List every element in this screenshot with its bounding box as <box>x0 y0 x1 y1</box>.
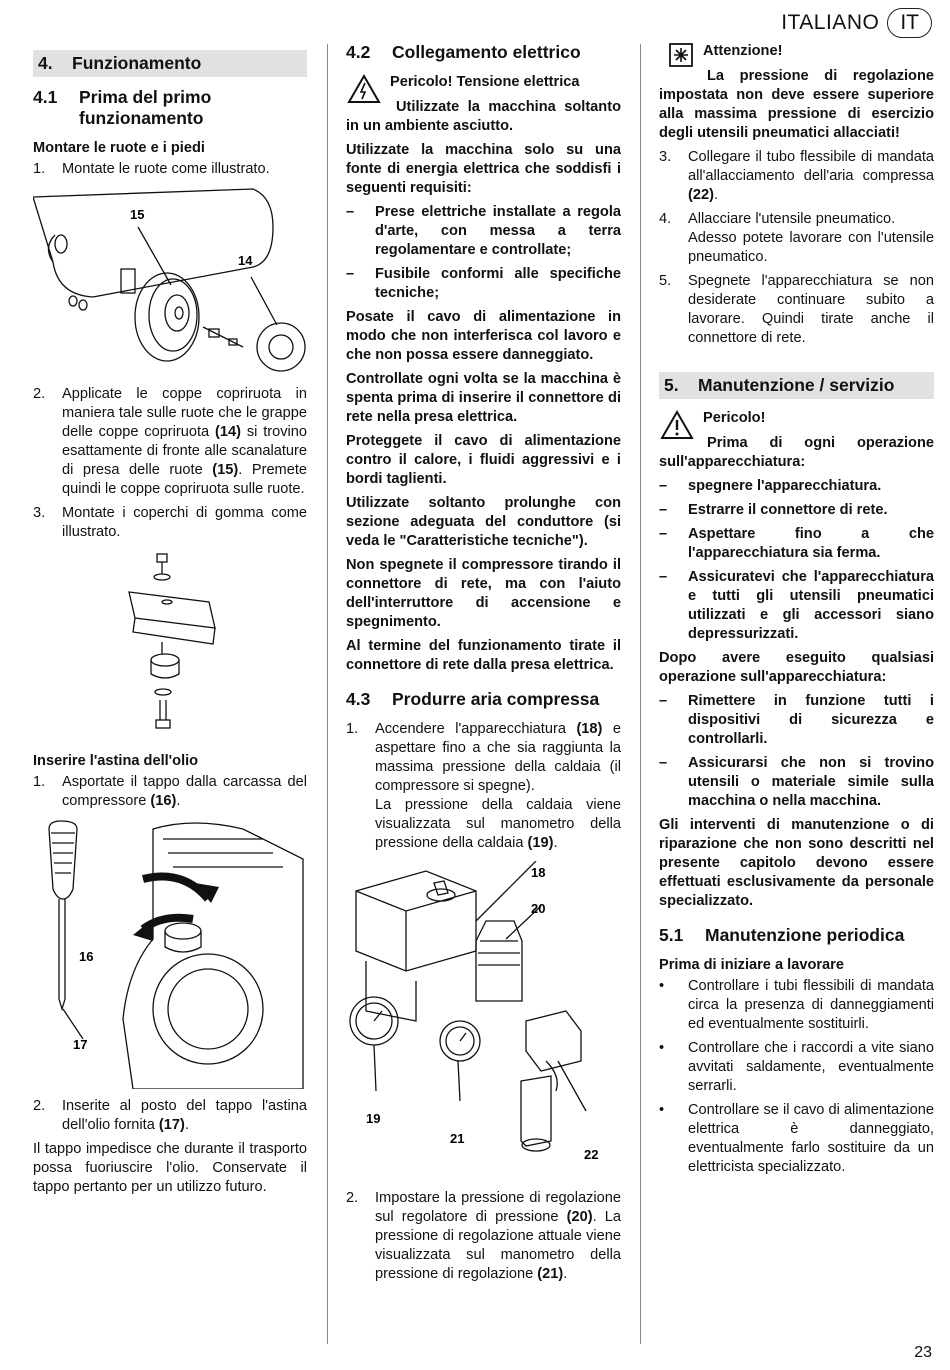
list-item: • Controllare i tubi flessibili di mandata circa la presenza di danneggiamenti ed eventualmente sostituirli. <box>659 978 934 1032</box>
page-number: 23 <box>914 1344 932 1361</box>
list-item: – Aspettare fino a che l'apparecchiatura sia ferma. <box>659 526 934 561</box>
figure-callout: 17 <box>73 1037 88 1052</box>
figure-callout: 21 <box>450 1131 465 1146</box>
paragraph: Al termine del funzionamento tirate il connettore di rete dalla presa elettrica. <box>346 638 621 673</box>
list-item: • Controllare se il cavo di alimentazione elettrica è danneggiato, eventualmente farlo sostituire da un elettricista specializzato. <box>659 1102 934 1175</box>
list-item: 1. Accendere l'apparecchiatura (18) e aspettare fino a che sia raggiunta la massima pressione della caldaia (il compressore si spegne). La pressione della caldaia viene visualizzata sul manometro della pressione della caldaia (19). <box>346 721 621 851</box>
list-item: 2. Impostare la pressione di regolazione sul regolatore di pressione (20). La pressione di regolazione attuale viene visualizzata sul manometro della pressione di regolazione (21). <box>346 1190 621 1282</box>
list-item: 1. Montate le ruote come illustrato. <box>33 161 270 177</box>
list-item: – Assicurarsi che non si trovino utensili o materiale simile sulla macchina o nella macchina. <box>659 755 934 809</box>
list-item: • Controllare che i raccordi a vite siano avvitati saldamente, eventualmente serrarli. <box>659 1040 934 1094</box>
language-label: ITALIANO <box>781 11 880 34</box>
list-item: – Assicuratevi che l'apparecchiatura e tutti gli utensili pneumatici utilizzati e gli accessori siano depressurizzati. <box>659 569 934 642</box>
danger-text: Utilizzate la macchina soltanto in un ambiente asciutto. <box>346 99 621 134</box>
list-item: 2. Applicate le coppe copriruota in maniera tale sulle ruote che le grappe delle coppe copriruota (14) si trovino esattamente di fronte alle scanalature di presa delle ruote (15). Premete quindi le coppe copriruota sulle ruote. <box>33 386 308 497</box>
subsection-heading: 5.1 Manutenzione periodica <box>659 925 905 945</box>
paragraph: Dopo avere eseguito qualsiasi operazione sull'apparecchiatura: <box>659 650 934 685</box>
language-header <box>781 8 932 38</box>
list-item: – spegnere l'apparecchiatura. <box>659 478 882 494</box>
list-item: 2. Inserite al posto del tappo l'astina dell'olio fornita (17). <box>33 1098 307 1133</box>
list-item: – Fusibile conformi alle specifiche tecniche; <box>346 266 621 301</box>
paragraph: Controllate ogni volta se la macchina è spenta prima di inserire il connettore di rete nella presa elettrica. <box>346 371 621 425</box>
figure-pressure-switch <box>346 861 621 1181</box>
column-divider <box>640 44 641 1344</box>
figure-callout: 19 <box>366 1111 381 1126</box>
subsection-heading: 4.3 Produrre aria compressa <box>346 689 600 709</box>
paragraph: Utilizzate soltanto prolunghe con sezione adeguata del conduttore (si veda le "Caratteristiche tecniche"). <box>346 495 621 549</box>
subsection-heading: 4.1 Prima del primo funzionamento <box>33 87 212 128</box>
attention-notice: Attenzione! <box>659 42 934 74</box>
paragraph: Utilizzate la macchina solo su una fonte di energia elettrica che soddisfi i seguenti requisiti: <box>346 142 621 196</box>
figure-callout: 18 <box>531 865 546 880</box>
subsection-heading: 4.2 Collegamento elettrico <box>346 42 581 62</box>
list-item: 4. Allacciare l'utensile pneumatico. Adesso potete lavorare con l'utensile pneumatico. <box>659 211 934 265</box>
attention-spark-icon <box>659 42 697 74</box>
section-heading: 4. Funzionamento <box>33 50 307 77</box>
list-item: 3. Collegare il tubo flessibile di mandata all'allacciamento dell'aria compressa (22). <box>659 149 934 203</box>
danger-notice: Pericolo! Tensione elettrica <box>346 73 621 111</box>
column-1 <box>33 50 307 1202</box>
list-item: – Rimettere in funzione tutti i dispositivi di sicurezza e controllarli. <box>659 693 934 747</box>
figure-callout: 20 <box>531 901 546 916</box>
paragraph-heading: Prima di iniziare a lavorare <box>659 957 844 973</box>
column-3 <box>659 42 934 1182</box>
list-item: – Prese elettriche installate a regola d'arte, con messa a terra regolamentare e controllate; <box>346 204 621 258</box>
list-item: 5. Spegnete l'apparecchiatura se non desiderate continuare subito a lavorare. Quindi tirate anche il connettore di rete. <box>659 273 934 346</box>
danger-notice: Pericolo! <box>659 409 934 447</box>
figure-callout: 15 <box>130 207 145 222</box>
figure-callout: 16 <box>79 949 94 964</box>
column-2 <box>346 42 621 1289</box>
figure-rubber-foot <box>33 550 307 740</box>
paragraph: Proteggete il cavo di alimentazione contro il calore, i fluidi aggressivi e i bordi taglienti. <box>346 433 621 487</box>
figure-callout: 14 <box>238 253 253 268</box>
paragraph-heading: Inserire l'astina dell'olio <box>33 753 199 769</box>
paragraph: Il tappo impedisce che durante il trasporto possa fuoriuscire l'olio. Conservate il tappo pertanto per un utilizzo futuro. <box>33 1141 307 1195</box>
warning-triangle-icon <box>346 73 384 111</box>
language-code-badge: IT <box>887 8 932 38</box>
attention-text: La pressione di regolazione impostata non deve essere superiore alla massima pressione di esercizio degli utensili pneumatici allacciati! <box>659 68 934 141</box>
figure-wheel-assembly <box>33 187 307 377</box>
section-heading: 5. Manutenzione / servizio <box>659 372 934 399</box>
paragraph-heading: Montare le ruote e i piedi <box>33 140 205 156</box>
list-item: – Estrarre il connettore di rete. <box>659 502 888 518</box>
list-item: 3. Montate i coperchi di gomma come illustrato. <box>33 505 307 540</box>
list-item: 1. Asportate il tappo dalla carcassa del compressore (16). <box>33 774 307 809</box>
warning-triangle-icon <box>659 409 697 447</box>
danger-text: Prima di ogni operazione sull'apparecchiatura: <box>659 435 934 470</box>
figure-oil-dipstick <box>33 819 307 1089</box>
column-divider <box>327 44 328 1344</box>
paragraph: Non spegnete il compressore tirando il connettore di rete, ma con l'aiuto dell'interruttore di accensione e spegnimento. <box>346 557 621 630</box>
figure-callout: 22 <box>584 1147 599 1162</box>
paragraph: Posate il cavo di alimentazione in modo che non interferisca col lavoro e che non possa essere danneggiato. <box>346 309 621 363</box>
paragraph: Gli interventi di manutenzione o di riparazione che non sono descritti nel presente capitolo devono essere effettuati esclusivamente da personale specializzato. <box>659 817 934 909</box>
